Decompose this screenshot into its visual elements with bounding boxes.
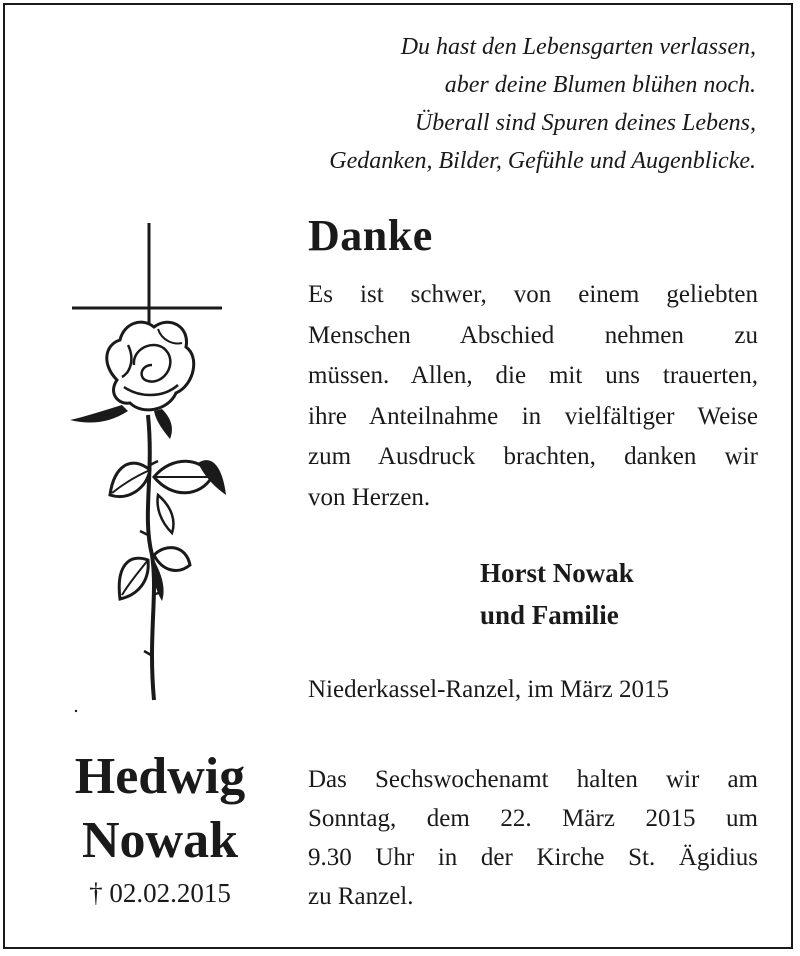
signature-name: Horst Nowak [480, 558, 634, 588]
deceased-first-name: Hedwig [74, 748, 246, 805]
thanks-heading: Danke [308, 211, 433, 260]
service-line: Das Sechswochenamt halten wir am [308, 766, 758, 793]
service-line: zu Ranzel. [308, 883, 414, 910]
thanks-line: zum Ausdruck brachten, danken wir [308, 443, 758, 470]
thanks-text [308, 275, 758, 518]
thanks-line: ihre Anteilnahme in vielfältiger Weise [308, 402, 758, 430]
thanks-line: Es ist schwer, von einem geliebten [308, 281, 758, 308]
service-info [308, 760, 758, 916]
poem-line: Überall sind Spuren deines Lebens, [414, 110, 756, 136]
signature-family: und Familie [480, 600, 619, 630]
thanks-line: müssen. Allen, die mit uns trauerten, [308, 362, 758, 389]
poem [329, 28, 756, 180]
signature [480, 552, 634, 636]
poem-line: Du hast den Lebensgarten verlassen, [400, 34, 756, 60]
deceased-last-name: Nowak [81, 812, 239, 869]
death-date: 02.02.2015 [109, 878, 231, 908]
deceased-name [20, 745, 300, 873]
poem-line: aber deine Blumen blühen noch. [444, 72, 756, 98]
place-date: Niederkassel-Ranzel, im März 2015 [308, 676, 669, 703]
poem-line: Gedanken, Bilder, Gefühle und Augenblicke. [329, 148, 756, 174]
service-line: 9.30 Uhr in der Kirche St. Ägidius [308, 844, 758, 871]
thanks-line: von Herzen. [308, 483, 431, 511]
dagger-icon: † [89, 878, 103, 908]
service-line: Sonntag, dem 22. März 2015 um [308, 805, 758, 832]
cross-and-rose-icon [62, 215, 242, 715]
death-date-line [20, 878, 300, 909]
thanks-line: Menschen Abschied nehmen zu [308, 321, 758, 349]
